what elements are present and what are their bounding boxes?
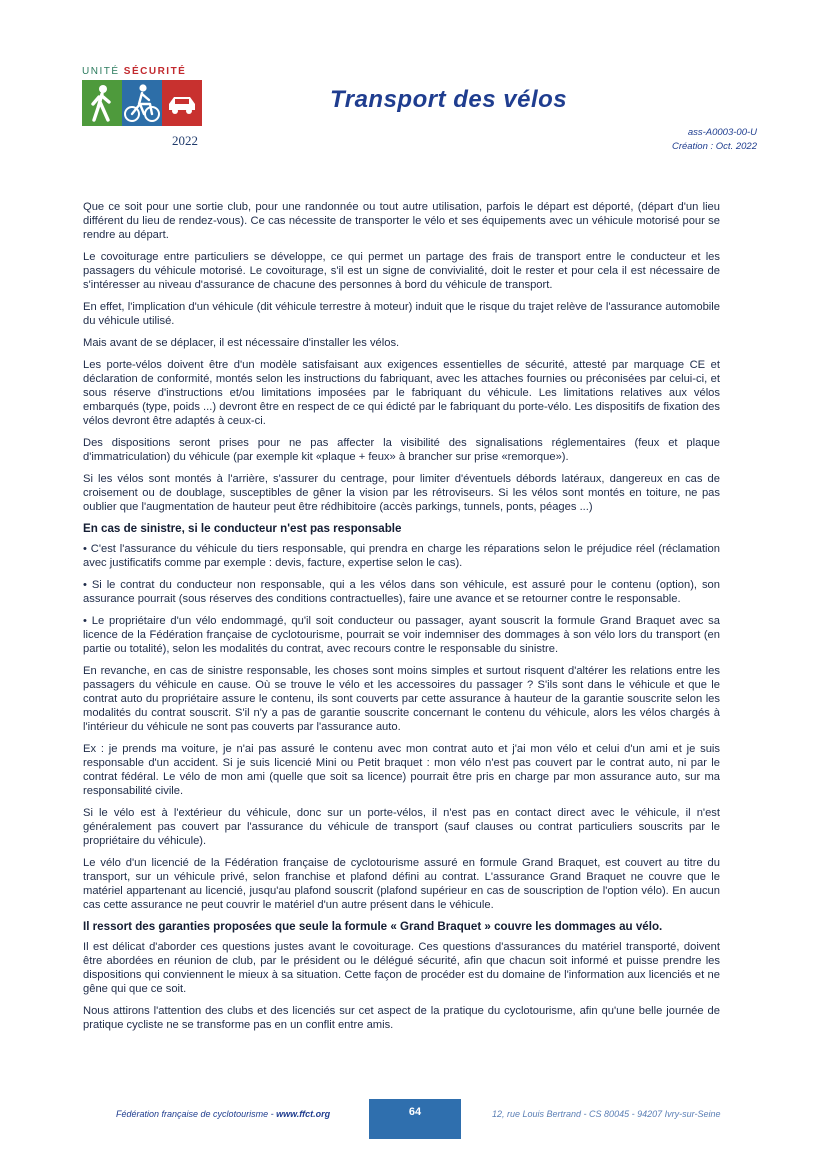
logo-tiles [82, 80, 202, 126]
paragraph-installer: Mais avant de se déplacer, il est nécessaire d'installer les vélos. [83, 337, 400, 349]
bullet-item: • C'est l'assurance du véhicule du tiers responsable, qui prendra en charge les réparations selon le préjudice réel (réclamation avec justificatifs comme par exemple : devis, facture, expertise selon le cas). [83, 543, 720, 569]
logo-year: 2022 [172, 133, 198, 148]
bullet-item: • Si le contrat du conducteur non responsable, qui a les vélos dans son véhicule, est assuré pour le contenu (option), son assurance pourrait (sous réserves des conditions contractuelles), faire une avance et se retourner contre le responsable. [83, 579, 720, 605]
paragraph-covoiturage: Le covoiturage entre particuliers se développe, ce qui permet un partage des frais de transport entre le conducteur et les passagers du véhicule motorisé. Le covoiturage, s'il est un signe de convivialité, doit le rester et pour cela il est nécessaire de s'intéresser au niveau d'assurance de chacune des personnes à bord du véhicule de transport. [83, 251, 720, 291]
footer-federation-text: Fédération française de cyclotourisme - [116, 1109, 277, 1119]
cyclist-icon [122, 80, 162, 126]
page-title: Transport des vélos [330, 86, 568, 113]
paragraph-delicat: Il est délicat d'aborder ces questions justes avant le covoiturage. Ces questions d'assurances du matériel transporté, doivent être abordées en réunion de club, par le président ou le délégué sécurité, afin que chacun soit informé et puisse prendre les dispositions qui conviennent le mieux à sa situation. Cette façon de procéder est du domaine de l'information aux licenciés et ne gêne qui que ce soit. [83, 941, 720, 995]
paragraph-implication: En effet, l'implication d'un véhicule (dit véhicule terrestre à moteur) induit que le risque du trajet relève de l'assurance automobile du véhicule utilisé. [83, 301, 720, 327]
creation-date: Création : Oct. 2022 [671, 141, 757, 152]
paragraph-conclusion: Nous attirons l'attention des clubs et des licenciés sur cet aspect de la pratique du cyclotourisme, afin qu'une belle journée de pratique cycliste ne se transforme pas en un conflit entre amis. [83, 1005, 720, 1031]
paragraph-dispositions: Des dispositions seront prises pour ne pas affecter la visibilité des signalisations réglementaires (feux et plaque d'immatriculation) du véhicule (par exemple kit «plaque + feux» à brancher sur prise «remorque»). [83, 437, 720, 463]
document-reference [672, 126, 757, 154]
main-content [83, 200, 720, 1040]
page-number: 64 [369, 1099, 461, 1139]
paragraph-intro: Que ce soit pour une sortie club, pour une randonnée ou tout autre utilisation, parfois le départ est déporté, (départ d'un lieu différent du lieu de rendez-vous). Ce cas nécessite de transporter le vélo et ses équipements avec un véhicule motorisé pour se rendre au départ. [83, 201, 720, 241]
logo-label [82, 66, 186, 77]
footer-federation [116, 1109, 330, 1119]
paragraph-exemple: Ex : je prends ma voiture, je n'ai pas assuré le contenu avec mon contrat auto et j'ai mon vélo et celui d'un ami et je suis responsable d'un accident. Si je suis licencié Mini ou Petit braquet : mon vélo n'est pas couvert par le contrat auto, ni par le contrat fédéral. Le vélo de mon ami (quelle que soit sa licence) pourrait être pris en charge par mon assurance auto, sur ma responsabilité civile. [83, 743, 720, 797]
paragraph-porte-velos: Les porte-vélos doivent être d'un modèle satisfaisant aux exigences essentielles de sécurité, attesté par marquage CE et déclaration de conformité, montés selon les instructions du fabriquant, avec les attaches fournies ou préconisées par celui-ci, et sous réserve d'instructions et/ou limitations imposées par le fabriquant du véhicule. Les limitations relatives aux vélos embarqués (type, poids ...) devront être en respect de ce qui édicté par le fabriquant du porte-vélo. Les dispositifs de fixation des vélos devront être adaptés à ceux-ci. [83, 359, 720, 427]
footer-address: 12, rue Louis Bertrand - CS 80045 - 94207 Ivry-sur-Seine [492, 1109, 721, 1119]
paragraph-en-revanche: En revanche, en cas de sinistre responsable, les choses sont moins simples et surtout risquent d'altérer les relations entre les passagers du véhicule en cause. Où se trouve le vélo et les accessoires du passager ? S'ils sont dans le véhicule et que le contrat auto du propriétaire assure le contenu, ils sont couverts par cette assurance à hauteur de la garantie souscrite selon les modalités du contrat souscrit. S'il n'y a pas de garantie souscrite concernant le contenu du véhicule, alors les vélos chargés à l'intérieur du véhicule ne sont pas couverts par l'assurance auto. [83, 665, 720, 733]
car-icon [162, 80, 202, 126]
paragraph-grand-braquet: Le vélo d'un licencié de la Fédération française de cyclotourisme assuré en formule Grand Braquet, est couvert au titre du transport, sur un véhicule privé, selon franchise et plafond défini au contrat. L'assurance Grand Braquet ne couvre que le matériel appartenant au licencié, jusqu'au plafond souscrit (plafond supérieur en cas de souscription de l'option vélo). En aucun cas cette assurance ne peut couvrir le matériel d'un autre présent dans le véhicule. [83, 857, 720, 911]
document-code: ass-A0003-00-U [687, 127, 757, 138]
pedestrian-icon [82, 80, 122, 126]
logo-label-securite: SÉCURITÉ [123, 66, 187, 77]
bullet-item: • Le propriétaire d'un vélo endommagé, qu'il soit conducteur ou passager, ayant souscrit la formule Grand Braquet avec sa licence de la Fédération française de cyclotourisme, pourrait se voir indemniser des dommages à son vélo lors du transport (en partie ou totalité), selon les modalités du contrat, avec recours contre le responsable du sinistre. [83, 615, 720, 655]
logo-label-unite: UNITÉ [82, 66, 124, 77]
key-statement: Il ressort des garanties proposées que seule la formule « Grand Braquet » couvre les dommages au vélo. [83, 920, 663, 933]
section-heading: En cas de sinistre, si le conducteur n'est pas responsable [83, 522, 402, 535]
footer-website-link[interactable]: www.ffct.org [276, 1109, 331, 1119]
paragraph-montage: Si les vélos sont montés à l'arrière, s'assurer du centrage, pour limiter d'éventuels débords latéraux, dangereux en cas de croisement ou de doublage, susceptibles de gêner la vision par les rétroviseurs. Si les vélos sont montés en toiture, ne pas oublier que l'augmentation de hauteur peut être rédhibitoire (accès parkings, tunnels, ponts, péages ...) [83, 473, 720, 513]
paragraph-exterieur: Si le vélo est à l'extérieur du véhicule, donc sur un porte-vélos, il n'est pas en contact direct avec le véhicule, il n'est généralement pas couvert par l'assurance du véhicule de transport (sauf clauses ou contrat particuliers souscrits par le propriétaire du véhicule). [83, 807, 720, 847]
